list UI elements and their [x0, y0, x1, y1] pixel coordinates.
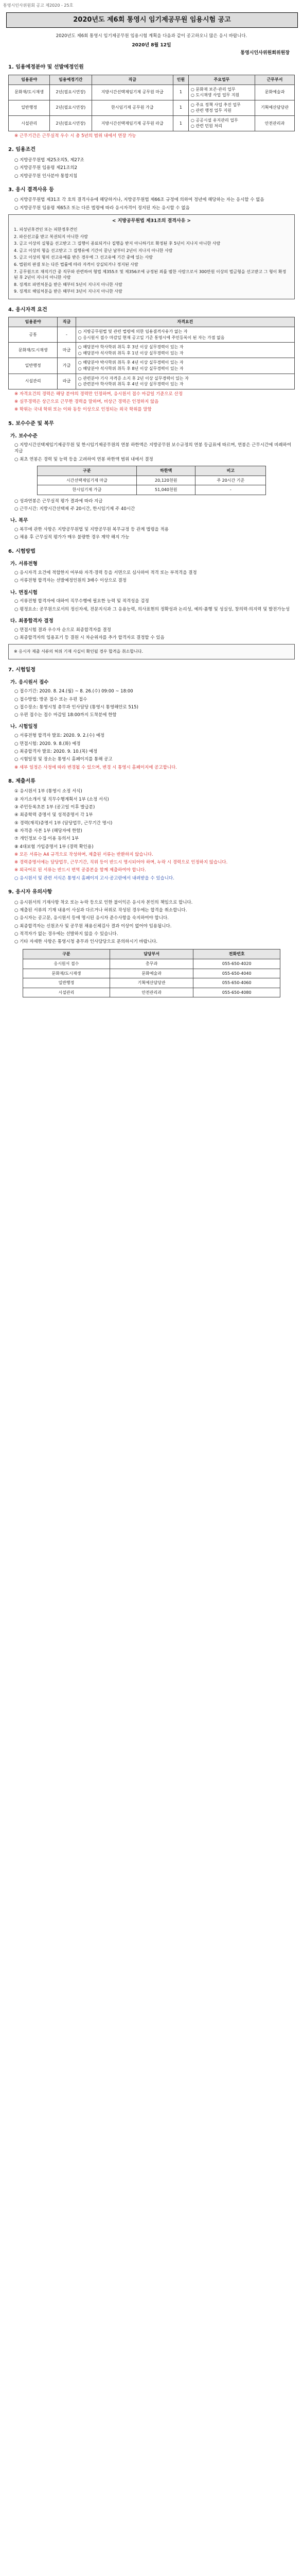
- pay-list-extra: [8, 498, 295, 513]
- table-header: 임용분야: [9, 75, 50, 84]
- list-item: ○ 지방공무원 인사분야 통합지침: [14, 173, 78, 179]
- qualification-table: [8, 317, 295, 389]
- list-item: ○ 접수장소: 통영시청 총무과 인사담당 (통영시 통영해안로 515): [14, 704, 138, 710]
- list-item: ○ 서류전형 합격자 발표: 2020. 9. 2.(수) 예정: [14, 733, 104, 739]
- list-item: 3. 금고 이상의 실형을 선고받고 그 집행이 종료되거나 집행을 받지 아니하기로 확정된 후 5년이 지나지 아니한 사람: [14, 241, 221, 246]
- table-row: [9, 343, 295, 358]
- list-item: ※ 학위는 국내 학위 또는 이와 동등 이상으로 인정되는 외국 학위를 말함: [14, 407, 152, 413]
- documents-form-note: ○ 응시원서 및 관련 서식은 통영시 홈페이지 고시·공고란에서 내려받을 수 있습니다.: [14, 875, 174, 881]
- list-item: ○ 근무시간: 지방시간선택제 주 20시간, 한시임기제 주 40시간: [14, 506, 135, 512]
- table-cell: ○ 문화재 보존·관리 업무 ○ 도시재생 사업 업무 지원: [188, 84, 255, 100]
- list-item: ③ 주민등록초본 1부 (공고일 이후 발급분): [14, 804, 95, 810]
- table-cell: 2년(필요시연장): [50, 100, 92, 115]
- list-item: ○ 면접시험 결과 우수자 순으로 최종합격자를 결정: [14, 627, 111, 633]
- table-cell: 한시임기제 공무원 가급: [92, 100, 173, 115]
- subsection-heading: 가. 서류전형: [10, 561, 38, 567]
- table-cell: 한시임기제 가급: [37, 485, 136, 495]
- table-cell: 시설관리: [9, 374, 58, 389]
- table-cell: 지방시간선택제임기제 공무원 라급: [92, 115, 173, 131]
- list-item: ① 응시원서 1부 (통영시 소정 서식): [14, 789, 82, 794]
- page-title: 2020년도 제6회 통영시 임기제공무원 임용시험 공고: [6, 12, 298, 28]
- list-item: ⑧ 4대보험 가입증명서 1부 (경력 확인용): [14, 844, 94, 850]
- schedule-note: ※ 세부 일정은 사정에 따라 변경될 수 있으며, 변경 시 통영시 홈페이지에 공고합니다.: [14, 765, 177, 770]
- list-item: ○ 제출된 서류의 기재 내용이 사실과 다르거나 허위로 작성된 경우에는 합격을 취소합니다.: [14, 907, 187, 913]
- table-cell: 일반행정: [9, 358, 58, 374]
- table-cell: 시설관리: [9, 115, 50, 131]
- document-body: [8, 33, 295, 1002]
- subsection-heading: 다. 최종합격자 결정: [10, 618, 54, 624]
- table-row: [23, 978, 280, 988]
- list-item: ○ 지방공무원 임용령 제21조의2: [14, 165, 78, 171]
- table-cell: ○ 해당분야 학사학위 취득 후 3년 이상 실무경력이 있는 자 ○ 해당분야 석사학위 취득 후 1년 이상 실무경력이 있는 자: [76, 343, 294, 358]
- list-item: ④ 최종학력 증명서 및 성적증명서 각 1부: [14, 812, 93, 818]
- table-cell: 1: [173, 100, 189, 115]
- table-cell: ○ 주요 정책 사업 추진 업무 ○ 관련 행정 업무 지원: [188, 100, 255, 115]
- table-cell: 20,120천원: [137, 476, 195, 485]
- table-cell: ○ 해당분야 박사학위 취득 후 4년 이상 실무경력이 있는 자 ○ 해당분야 석사학위 취득 후 8년 이상 실무경력이 있는 자: [76, 358, 294, 374]
- table-cell: 1: [173, 84, 189, 100]
- interview-list: [8, 598, 295, 613]
- table-cell: -: [195, 485, 266, 495]
- contact-table: [23, 949, 280, 997]
- table-cell: 시설관리: [23, 988, 110, 997]
- table-header: 주요업무: [188, 75, 255, 84]
- list-item: ② 자기소개서 및 직무수행계획서 1부 (소정 서식): [14, 796, 109, 802]
- list-item: ○ 성과연봉은 근무실적 평가 결과에 따라 지급: [14, 498, 103, 504]
- table-cell: 1: [173, 115, 189, 131]
- list-item: ※ 실무경력은 상근으로 근무한 경력을 말하며, 비상근 경력은 인정하지 않음: [14, 399, 159, 405]
- pay-table: [37, 466, 266, 495]
- positions-note: ※ 근무기간은 근무실적 우수 시 총 5년의 범위 내에서 연장 가능: [14, 133, 136, 139]
- list-item: ○ 서류전형 합격자에 대하여 직무수행에 필요한 능력 및 적격성을 검정: [14, 599, 149, 604]
- table-cell: 라급: [58, 374, 76, 389]
- table-header: 비고: [195, 466, 266, 476]
- list-item: 6. 법원의 판결 또는 다른 법률에 따라 자격이 상실되거나 정지된 사람: [14, 262, 138, 267]
- table-cell: 2년(필요시연장): [50, 84, 92, 100]
- list-item: 4. 금고 이상의 형을 선고받고 그 집행유예 기간이 끝난 날부터 2년이 지나지 아니한 사람: [14, 248, 173, 253]
- table-cell: 공통: [9, 327, 58, 343]
- document-screening-list: [8, 570, 295, 584]
- table-cell: 055-650-4040: [193, 969, 280, 978]
- table-cell: ○ 공공시설 유지관리 업무 ○ 관련 민원 처리: [188, 115, 255, 131]
- table-cell: 주 20시간 기준: [195, 476, 266, 485]
- documents-warnings: [8, 852, 295, 874]
- table-row: [9, 358, 295, 374]
- list-item: ○ 서류전형 합격자는 선발예정인원의 3배수 이상으로 결정: [14, 578, 127, 584]
- subsection-heading: 나. 면접시험: [10, 589, 38, 596]
- subsection-heading: 나. 복무: [10, 518, 28, 524]
- table-cell: 문화예술과: [110, 969, 193, 978]
- table-cell: 안전관리과: [110, 988, 193, 997]
- duty-list: [8, 527, 295, 541]
- table-cell: 기획예산담당관: [110, 978, 193, 988]
- section-heading: 1. 임용예정분야 및 선발예정인원: [8, 64, 84, 71]
- list-item: 8. 징계로 파면처분을 받은 때부터 5년이 지나지 아니한 사람: [14, 282, 122, 287]
- conditions-list: [8, 157, 295, 179]
- final-decision-list: [8, 627, 295, 641]
- list-item: ○ 최초 연봉은 경력 및 능력 등을 고려하여 연봉 하한액 범위 내에서 결정: [14, 456, 153, 462]
- table-header: 전화번호: [193, 950, 280, 959]
- table-cell: 지방시간선택제임기제 공무원 마급: [92, 84, 173, 100]
- table-header: 구분: [37, 466, 136, 476]
- list-item: ○ 우편 접수는 접수 마감일 18:00까지 도착분에 한함: [14, 713, 117, 718]
- table-cell: 055-650-4020: [193, 959, 280, 969]
- table-header: 담당부서: [110, 950, 193, 959]
- application-list: [8, 688, 295, 718]
- list-item: ○ 최종합격자 발표: 2020. 9. 10.(목) 예정: [14, 749, 98, 754]
- section-heading: 6. 시험방법: [8, 548, 35, 554]
- table-header: 직급: [58, 317, 76, 327]
- table-cell: ○ 관련분야 기사 자격증 소지 후 2년 이상 실무경력이 있는 자 ○ 관련분야 학사학위 취득 후 4년 이상 실무경력이 있는 자: [76, 374, 294, 389]
- table-header: 하한액: [137, 466, 195, 476]
- disqualification-box: [8, 214, 295, 299]
- table-header: 임용분야: [9, 317, 58, 327]
- table-header: 자격요건: [76, 317, 294, 327]
- subsection-heading: 가. 보수수준: [10, 433, 38, 439]
- qualification-notes: [8, 391, 295, 413]
- list-item: ○ 채용 후 근무실적 평가가 매우 불량한 경우 계약 해지 가능: [14, 535, 130, 540]
- list-item: ○ 시험일정 및 장소는 통영시 홈페이지를 통해 공고: [14, 757, 113, 762]
- schedule-list: [8, 733, 295, 762]
- list-item: ○ 적격자가 없는 경우에는 선발하지 않을 수 있습니다.: [14, 931, 118, 937]
- table-header: 근무부서: [255, 75, 295, 84]
- table-cell: 응시원서 접수: [23, 959, 110, 969]
- list-item: ※ 경력증명서에는 담당업무, 근무기간, 직위 등이 반드시 명시되어야 하며, 누락 시 경력으로 인정하지 않습니다.: [14, 860, 228, 866]
- list-item: ⑦ 개인정보 수집·이용 동의서 1부: [14, 836, 79, 842]
- table-row: [9, 100, 295, 115]
- positions-table: [8, 75, 295, 131]
- documents-list: [8, 788, 295, 850]
- list-item: ○ 면접시험: 2020. 9. 8.(화) 예정: [14, 741, 81, 747]
- section-heading: 4. 응시자격 요건: [8, 307, 47, 313]
- table-row: [9, 115, 295, 131]
- table-cell: ○ 지방공무원법 및 관련 법령에 의한 임용결격사유가 없는 자 ○ 응시원서 접수 마감일 현재 공고일 기준 통영시에 주민등록이 된 자는 가점 없음: [76, 327, 294, 343]
- list-item: ○ 기타 자세한 사항은 통영시청 총무과 인사담당으로 문의하시기 바랍니다.: [14, 939, 158, 945]
- box-title: < 지방공무원법 제31조의 결격사유 >: [112, 218, 191, 224]
- list-item: ○ 지방공무원법 제31조 각 호의 결격사유에 해당하거나, 지방공무원법 제66조 규정에 의하여 정년에 해당하는 자는 응시할 수 없음: [14, 197, 264, 203]
- announcing-org: 통영시인사위원회위원장: [240, 50, 290, 56]
- table-header: 인원: [173, 75, 189, 84]
- table-cell: 시간선택제임기제 마급: [37, 476, 136, 485]
- list-item: 2. 파산선고를 받고 복권되지 아니한 사람: [14, 234, 88, 239]
- table-row: [37, 485, 266, 495]
- table-cell: 문화재/도시재생: [23, 969, 110, 978]
- disqualification-list: [8, 197, 295, 211]
- section-heading: 7. 시험일정: [8, 667, 35, 673]
- notice-number: 통영시인사위원회 공고 제2020 - 25호: [3, 3, 74, 8]
- announcement-date: 2020년 8월 12일: [132, 43, 171, 48]
- list-item: ○ 응시자는 공고문, 응시원서 등에 명시된 응시자 준수사항을 숙지하여야 합니다.: [14, 916, 169, 921]
- table-cell: 055-650-4080: [193, 988, 280, 997]
- table-row: [23, 969, 280, 978]
- pay-list: [8, 442, 295, 463]
- table-cell: 51,040천원: [137, 485, 195, 495]
- table-cell: -: [58, 327, 76, 343]
- table-header: 직급: [92, 75, 173, 84]
- list-item: ○ 최종합격자는 신원조사 및 공무원 채용신체검사 결과 이상이 없어야 임용됩니다.: [14, 923, 172, 929]
- table-cell: 문화재/도시재생: [9, 84, 50, 100]
- list-item: ○ 지방시간선택제임기제공무원 및 한시임기제공무원의 연봉 하한액은 지방공무원 보수규정의 연봉 등급표에 따르며, 연봉은 근무시간에 비례하여 지급: [14, 442, 291, 454]
- section-heading: 2. 임용조건: [8, 147, 35, 153]
- list-item: ○ 응시자격 요건에 적합한지 여부와 자격·경력 등을 서면으로 심사하여 적격 또는 부적격을 결정: [14, 570, 197, 575]
- table-row: [9, 374, 295, 389]
- list-item: 1. 피성년후견인 또는 피한정후견인: [14, 227, 78, 232]
- intro-text: 2020년도 제6회 통영시 임기제공무원 임용시험 계획을 다음과 같이 공고하오니 많은 응시 바랍니다.: [56, 33, 247, 39]
- list-item: 7. 공무원으로 재직기간 중 직무와 관련하여 형법 제355조 및 제356조에 규정된 죄를 범한 사람으로서 300만원 이상의 벌금형을 선고받고 그 형이 확정된 후 2년이 지나지 아니한 사람: [14, 269, 287, 280]
- list-item: ○ 접수방법: 방문 접수 또는 우편 접수: [14, 697, 87, 702]
- table-row: [23, 959, 280, 969]
- section-heading: 3. 응시 결격사유 등: [8, 187, 54, 193]
- table-row: [9, 84, 295, 100]
- section-heading: 8. 제출서류: [8, 778, 35, 784]
- table-row: [9, 327, 295, 343]
- section-heading: 9. 응시자 유의사항: [8, 889, 52, 895]
- list-item: ○ 응시원서의 기재사항 착오 또는 누락 등으로 인한 불이익은 응시자 본인의 책임으로 합니다.: [14, 900, 193, 905]
- list-item: 9. 징계로 해임처분을 받은 때부터 3년이 지나지 아니한 사람: [14, 289, 122, 294]
- list-item: ※ 자격요건의 경력은 해당 분야의 경력만 인정하며, 응시원서 접수 마감일 기준으로 산정: [14, 391, 183, 397]
- list-item: ※ 모든 서류는 A4 규격으로 작성하며, 제출된 서류는 반환하지 않습니다.: [14, 852, 153, 857]
- table-cell: 일반행정: [23, 978, 110, 988]
- list-item: ○ 지방공무원 임용령 제65조 또는 다른 법령에 따라 응시자격이 정지된 자는 응시할 수 없음: [14, 205, 190, 211]
- list-item: ○ 최종합격자의 임용포기 등 결원 시 차순위자를 추가 합격자로 결정할 수 있음: [14, 635, 165, 641]
- exam-warning-box: [8, 644, 295, 659]
- subsection-heading: 가. 응시원서 접수: [10, 680, 49, 686]
- table-cell: 가급: [58, 358, 76, 374]
- precautions-list: [8, 900, 295, 945]
- table-cell: 안전관리과: [255, 115, 295, 131]
- subsection-heading: 나. 시험일정: [10, 724, 38, 730]
- list-item: 5. 금고 이상의 형의 선고유예를 받은 경우에 그 선고유예 기간 중에 있는 사람: [14, 255, 153, 260]
- table-cell: 기획예산담당관: [255, 100, 295, 115]
- table-cell: 일반행정: [9, 100, 50, 115]
- list-item: ○ 접수기간: 2020. 8. 24.(월) ~ 8. 26.(수) 09:00 ~ 18:00: [14, 689, 133, 694]
- section-heading: 5. 보수수준 및 복무: [8, 420, 54, 427]
- exam-warning: ※ 응시자 제출 서류의 허위 기재 사실이 확인될 경우 합격을 취소합니다.: [14, 649, 144, 654]
- table-cell: 문화예술과: [255, 84, 295, 100]
- list-item: ○ 지방공무원법 제25조의5, 제27조: [14, 157, 84, 163]
- list-item: ⑥ 자격증 사본 1부 (해당자에 한함): [14, 828, 82, 834]
- table-cell: 2년(필요시연장): [50, 115, 92, 131]
- list-item: ○ 복무에 관한 사항은 지방공무원법 및 지방공무원 복무규정 등 관계 법령을 적용: [14, 527, 169, 533]
- list-item: ⑤ 경력(재직)증명서 1부 (담당업무, 근무기간 명시): [14, 820, 113, 826]
- table-header: 구분: [23, 950, 110, 959]
- list-item: ※ 외국어로 된 서류는 반드시 번역 공증본을 함께 제출하여야 합니다.: [14, 868, 146, 873]
- table-row: [23, 988, 280, 997]
- table-cell: 문화재/도시재생: [9, 343, 58, 358]
- table-cell: 총무과: [110, 959, 193, 969]
- table-row: [37, 476, 266, 485]
- table-header: 임용예정기간: [50, 75, 92, 84]
- list-item: ○ 평정요소: 공무원으로서의 정신자세, 전문지식과 그 응용능력, 의사표현의 정확성과 논리성, 예의·품행 및 성실성, 창의력·의지력 및 발전가능성: [14, 606, 290, 612]
- table-cell: 055-650-4060: [193, 978, 280, 988]
- table-cell: 마급: [58, 343, 76, 358]
